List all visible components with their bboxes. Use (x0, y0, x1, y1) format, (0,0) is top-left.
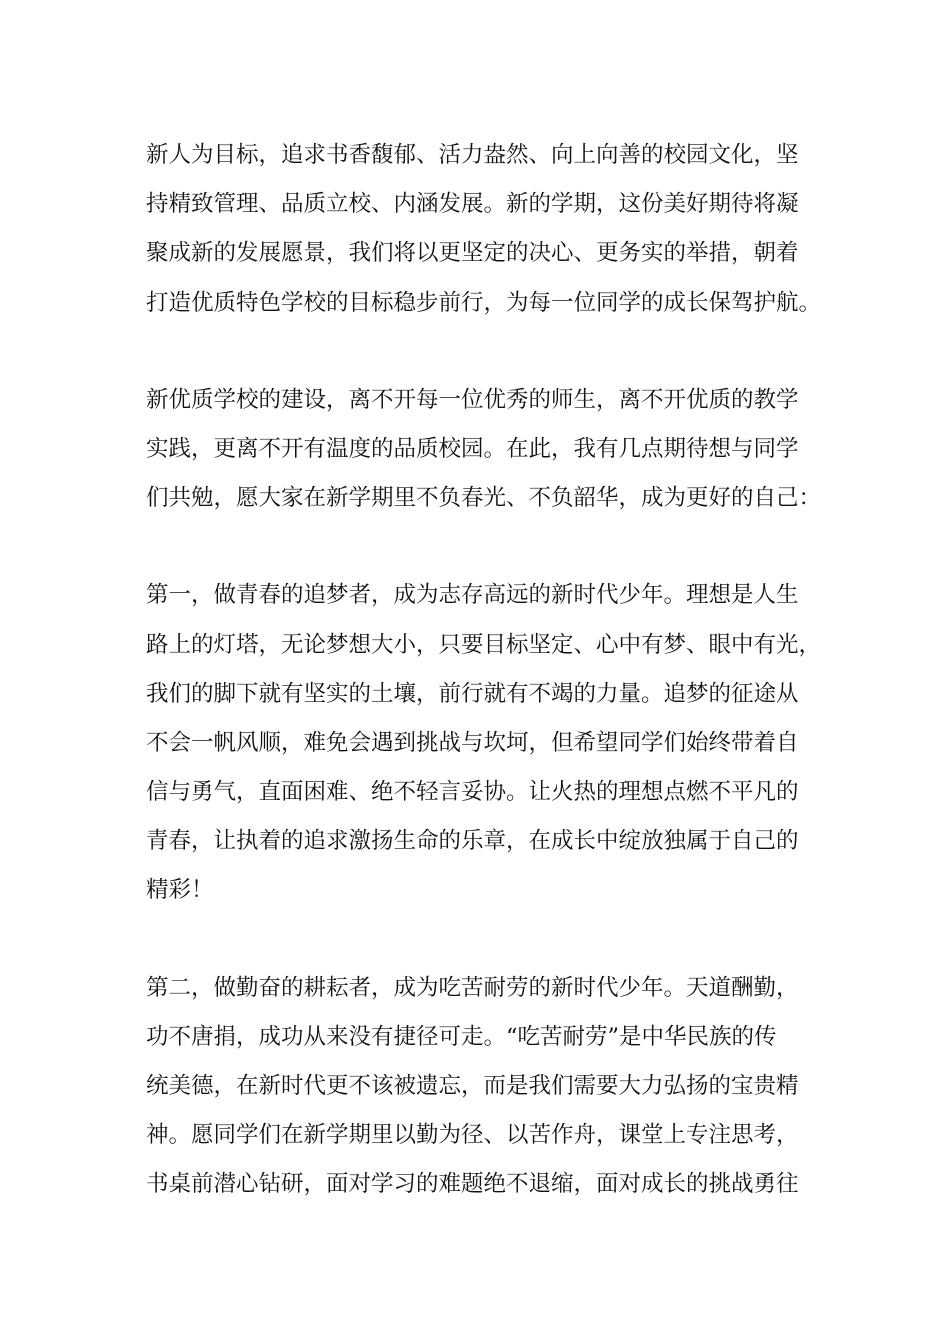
text-line: 统美德，在新时代更不该被遗忘，而是我们需要大力弘扬的宝贵精 (146, 1073, 799, 1099)
text-line: 持精致管理、品质立校、内涵发展。新的学期，这份美好期待将凝 (146, 191, 799, 218)
text-line: 打造优质特色学校的目标稳步前行，为每一位同学的成长保驾护航。 (146, 289, 822, 316)
text-line: 新人为目标，追求书香馥郁、活力盎然、向上向善的校园文化，坚 (146, 142, 799, 168)
text-line: 不会一帆风顺，难免会遇到挑战与坎坷，但希望同学们始终带着自 (146, 729, 799, 756)
text-line: 新优质学校的建设，离不开每一位优秀的师生，离不开优质的教学 (146, 386, 799, 413)
text-line: 信与勇气，直面困难、绝不轻言妥协。让火热的理想点燃不平凡的 (146, 779, 799, 806)
body-text (146, 131, 826, 1258)
paragraph-4 (146, 964, 826, 1210)
paragraph-3 (146, 571, 826, 915)
text-line: 书桌前潜心钻研，面对学习的难题绝不退缩，面对成长的挑战勇往 (146, 1171, 799, 1198)
text-line: 功不唐捐，成功从来没有捷径可走。“吃苦耐劳”是中华民族的传 (146, 1023, 777, 1050)
text-line: 第一，做青春的追梦者，成为志存高远的新时代少年。理想是人生 (146, 582, 799, 609)
text-line: 路上的灯塔，无论梦想大小，只要目标坚定、心中有梦、眼中有光， (146, 631, 822, 658)
paragraph-2 (146, 376, 826, 524)
text-line: 神。愿同学们在新学期里以勤为径、以苦作舟，课堂上专注思考， (146, 1122, 799, 1149)
text-line: 第二，做勤奋的耕耘者，成为吃苦耐劳的新时代少年。天道酬勤， (146, 974, 799, 1001)
text-line: 聚成新的发展愿景，我们将以更坚定的决心、更务实的举措，朝着 (146, 240, 799, 267)
text-line: 们共勉，愿大家在新学期里不负春光、不负韶华，成为更好的自己： (146, 485, 822, 512)
paragraph-1 (146, 131, 826, 328)
text-line: 青春，让执着的追求激扬生命的乐章，在成长中绽放独属于自己的 (146, 828, 799, 855)
text-line: 我们的脚下就有坚实的土壤，前行就有不竭的力量。追梦的征途从 (146, 680, 799, 707)
text-line: 精彩！ (146, 877, 214, 904)
text-line: 实践，更离不开有温度的品质校园。在此，我有几点期待想与同学 (146, 435, 799, 462)
